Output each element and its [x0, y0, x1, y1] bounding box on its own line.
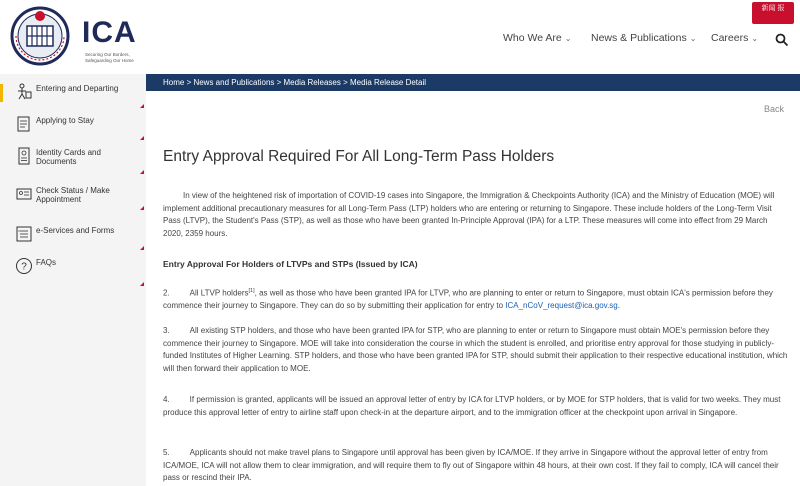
corner-marker	[140, 170, 144, 174]
para-text: , as well as those who have been granted IPA for LTVP, who are planning to enter or return to Singapore, must obtain ICA's permission before they commence their journey to Singapore. They can do so by submitting their application for entry to	[163, 288, 773, 311]
news-badge: 新闻 报	[752, 2, 794, 24]
logo-tagline: Securing Our Borders, Safeguarding Our Home	[85, 52, 134, 63]
paragraph-3	[163, 325, 788, 375]
sidebar-item-label: e-Services and Forms	[36, 226, 115, 235]
corner-marker	[140, 282, 144, 286]
id-card-icon	[15, 147, 33, 165]
corner-marker	[140, 104, 144, 108]
sidebar-item-check-status[interactable]	[0, 182, 146, 212]
breadcrumb[interactable]: Home > News and Publications > Media Releases > Media Release Detail	[146, 74, 800, 91]
sidebar-item-label: Applying to Stay	[36, 116, 94, 125]
logo-text: ICA	[82, 16, 137, 49]
sidebar-item-faqs[interactable]	[0, 254, 146, 284]
nav-news-publications[interactable]	[591, 32, 696, 44]
back-link[interactable]: Back	[764, 104, 785, 114]
sidebar-item-label: Identity Cards and Documents	[36, 148, 101, 166]
para-text: If permission is granted, applicants will be issued an approval letter of entry by ICA for LTVP holders, or by MOE for STP holders, that is valid for two weeks. They must produce this approval letter of entry to airline staff upon check-in at the departure airport, and to the immigration officer at the checkpoint upon arrival in Singapore.	[163, 395, 781, 417]
forms-icon	[15, 225, 33, 243]
document-stay-icon	[15, 115, 33, 133]
question-circle-icon	[15, 257, 33, 275]
para-text: All LTVP holders	[189, 288, 249, 298]
sidebar-item-applying-to-stay[interactable]	[0, 112, 146, 142]
para-number: 2.	[163, 288, 170, 298]
traveller-icon	[15, 83, 33, 101]
appointment-icon	[15, 185, 33, 203]
svg-text:?: ?	[21, 261, 27, 273]
nav-label: Who We Are	[503, 32, 562, 44]
nav-label: Careers	[711, 32, 749, 44]
active-indicator	[0, 84, 3, 102]
intro-text: In view of the heightened risk of importation of COVID-19 cases into Singapore, the Immigration & Checkpoints Authority (ICA) and the Ministry of Education (MOE) will implement additional precautionary measures for all Long-Term Pass (LTP) holders who are entering or returning to Singapore. These include holders of the Long-Term Visit Pass (LTVP), the Student's Pass (STP), as well as those who have been granted In-Principle Approval (IPA) for a LTP. These measures will come into effect from 29 March 2020, 2359 hours.	[163, 191, 775, 238]
ica-logo[interactable]	[10, 6, 138, 66]
ica-crest-icon	[10, 6, 74, 66]
para-text: All existing STP holders, and those who have been granted IPA for STP, who are planning to enter or return to Singapore must obtain MOE's permission before they commence their journey to Singapore. MOE will take into consideration the course in which the student is enrolled, and prioritise entry approval for those studying in publicly-funded Institutes of Higher Learning. STP holders, and those who have been granted IPA for STP, should submit their application to their respective educational institution, which will then forward their application to MOE.	[163, 326, 788, 373]
search-icon[interactable]	[775, 33, 789, 47]
para-text: Applicants should not make travel plans to Singapore until approval has been given by ICA/MOE. If they arrive in Singapore without the approval letter of entry from ICA/MOE, ICA will not allow them to clear immigration, and will require them to fly out of Singapore within 48 hours, at their own cost. If they fail to comply, ICA will cancel their pass or rescind their IPA.	[163, 448, 779, 482]
para-number: 5.	[163, 448, 170, 457]
sidebar-item-label: Entering and Departing	[36, 84, 119, 93]
section-subheading: Entry Approval For Holders of LTVPs and STPs (Issued by ICA)	[163, 259, 418, 269]
nav-careers[interactable]	[711, 32, 758, 44]
email-link[interactable]: ICA_nCoV_request@ica.gov.sg	[505, 301, 618, 311]
sidebar-item-label: FAQs	[36, 258, 57, 267]
sidebar-item-identity-cards[interactable]	[0, 144, 146, 174]
chevron-down-icon: ⌄	[564, 34, 572, 43]
para-number: 4.	[163, 395, 170, 404]
paragraph-4	[163, 394, 788, 419]
para-number: 3.	[163, 326, 170, 335]
intro-paragraph	[163, 190, 788, 240]
corner-marker	[140, 206, 144, 210]
site-header	[0, 0, 800, 74]
sidebar-item-entering-departing[interactable]	[0, 80, 146, 110]
footnote-ref[interactable]: [1]	[248, 288, 255, 294]
corner-marker	[140, 136, 144, 140]
sidebar-item-eservices-forms[interactable]	[0, 222, 146, 252]
nav-who-we-are[interactable]	[503, 32, 571, 44]
chevron-down-icon: ⌄	[689, 34, 697, 43]
paragraph-5	[163, 447, 788, 485]
page-title: Entry Approval Required For All Long-Term Pass Holders	[163, 148, 555, 165]
paragraph-2	[163, 285, 788, 313]
nav-label: News & Publications	[591, 32, 687, 44]
sidebar-item-label: Check Status / Make Appointment	[36, 186, 110, 204]
chevron-down-icon: ⌄	[751, 34, 759, 43]
corner-marker	[140, 246, 144, 250]
para-text: .	[617, 301, 620, 311]
sidebar	[0, 74, 146, 486]
